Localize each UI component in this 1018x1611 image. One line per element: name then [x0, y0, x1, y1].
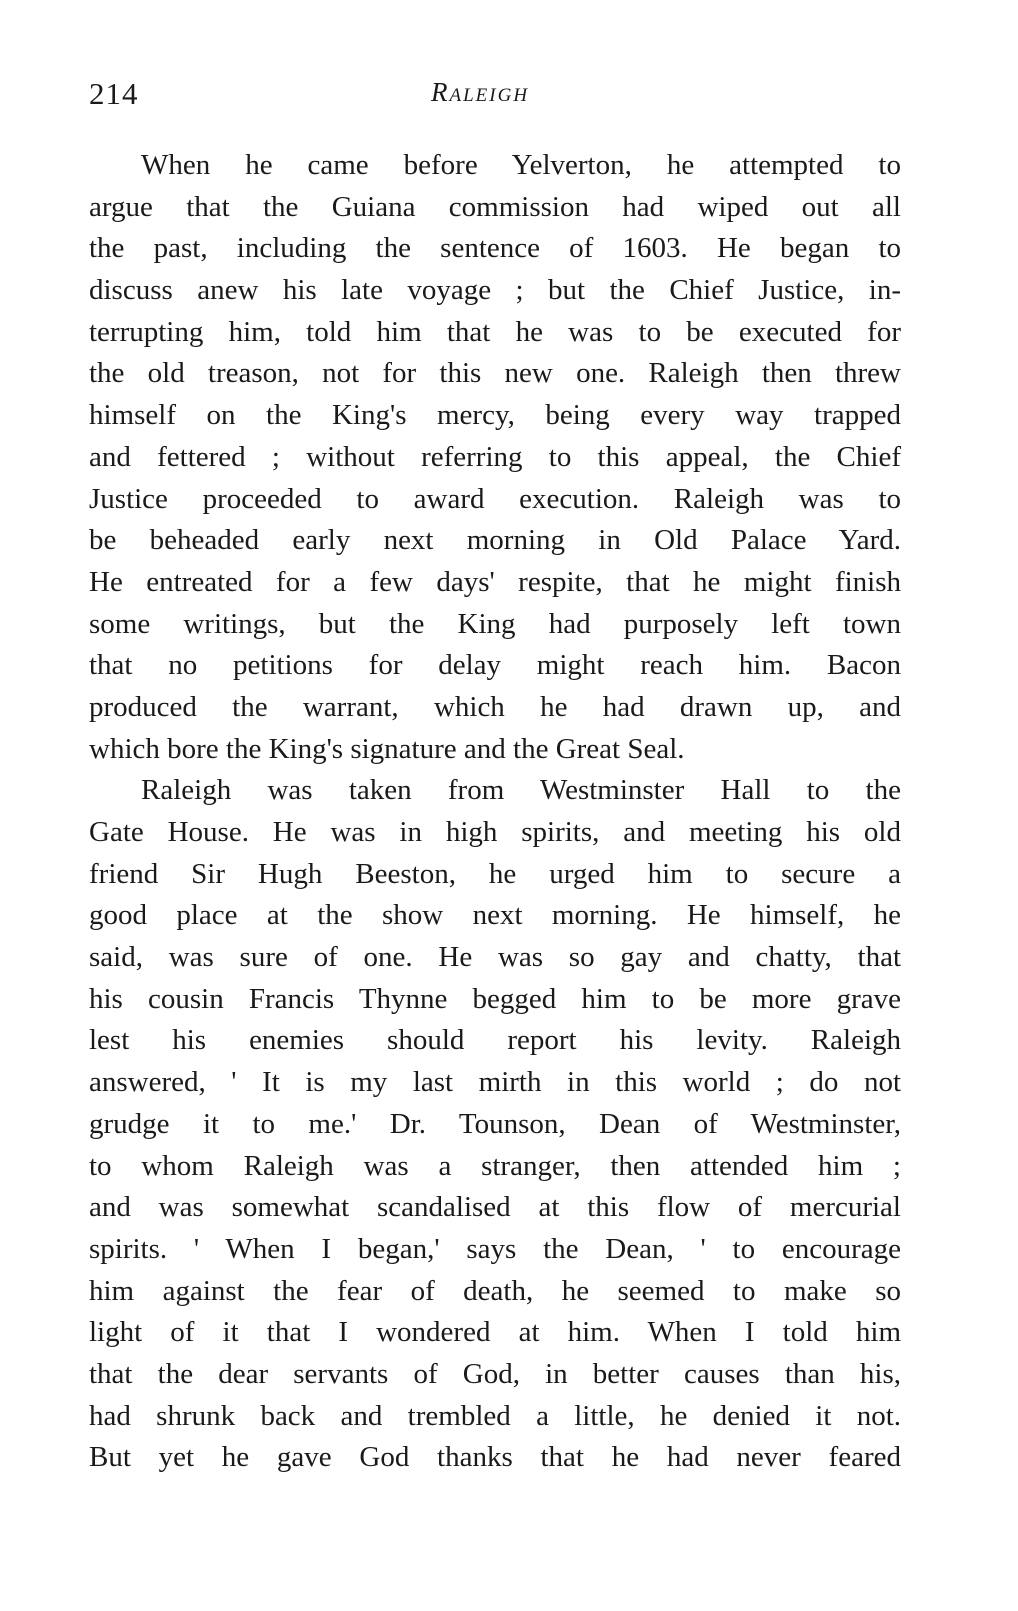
- text-line: the past, including the sentence of 1603. He began to: [89, 232, 901, 265]
- text-line: good place at the show next morning. He himself, he: [89, 899, 901, 932]
- body-text: [89, 145, 901, 1479]
- text-line: argue that the Guiana commission had wiped out all: [89, 190, 901, 223]
- running-title: Raleigh: [431, 77, 530, 107]
- text-line: that no petitions for delay might reach him. Bacon: [89, 649, 901, 682]
- text-line: and fettered ; without referring to this appeal, the Chief: [89, 440, 901, 473]
- text-line: discuss anew his late voyage ; but the Chief Justice, in-: [89, 274, 901, 307]
- text-line: Justice proceeded to award execution. Raleigh was to: [89, 482, 901, 515]
- text-line: spirits. ' When I began,' says the Dean, ' to encourage: [89, 1232, 901, 1265]
- text-line: the old treason, not for this new one. Raleigh then threw: [89, 357, 901, 390]
- text-line: to whom Raleigh was a stranger, then attended him ;: [89, 1149, 901, 1182]
- text-line: be beheaded early next morning in Old Palace Yard.: [89, 524, 901, 557]
- running-head: [89, 76, 901, 116]
- text-line: which bore the King's signature and the Great Seal.: [89, 732, 685, 765]
- text-line: Raleigh was taken from Westminster Hall to the: [141, 774, 901, 807]
- text-line: himself on the King's mercy, being every way trapped: [89, 399, 901, 432]
- text-line: Gate House. He was in high spirits, and meeting his old: [89, 816, 901, 848]
- text-line: that the dear servants of God, in better causes than his,: [89, 1357, 901, 1390]
- text-line: his cousin Francis Thynne begged him to be more grave: [89, 982, 901, 1015]
- text-line: produced the warrant, which he had drawn up, and: [89, 690, 901, 723]
- page-number: 214: [89, 76, 139, 111]
- text-line: and was somewhat scandalised at this flow of mercurial: [89, 1191, 901, 1224]
- text-line: He entreated for a few days' respite, that he might finish: [89, 565, 901, 598]
- text-line: some writings, but the King had purposely left town: [89, 607, 901, 640]
- text-line: answered, ' It is my last mirth in this world ; do not: [89, 1066, 901, 1099]
- text-line: light of it that I wondered at him. When I told him: [89, 1316, 901, 1349]
- text-line: said, was sure of one. He was so gay and chatty, that: [89, 941, 901, 974]
- text-line: But yet he gave God thanks that he had never feared: [89, 1441, 901, 1474]
- text-line: had shrunk back and trembled a little, he denied it not.: [89, 1399, 901, 1432]
- text-line: him against the fear of death, he seemed to make so: [89, 1274, 901, 1307]
- text-line: lest his enemies should report his levity. Raleigh: [89, 1024, 901, 1057]
- text-line: terrupting him, told him that he was to be executed for: [89, 315, 901, 348]
- text-line: When he came before Yelverton, he attempted to: [141, 149, 901, 181]
- text-line: friend Sir Hugh Beeston, he urged him to secure a: [89, 857, 901, 890]
- text-line: grudge it to me.' Dr. Tounson, Dean of Westminster,: [89, 1107, 901, 1140]
